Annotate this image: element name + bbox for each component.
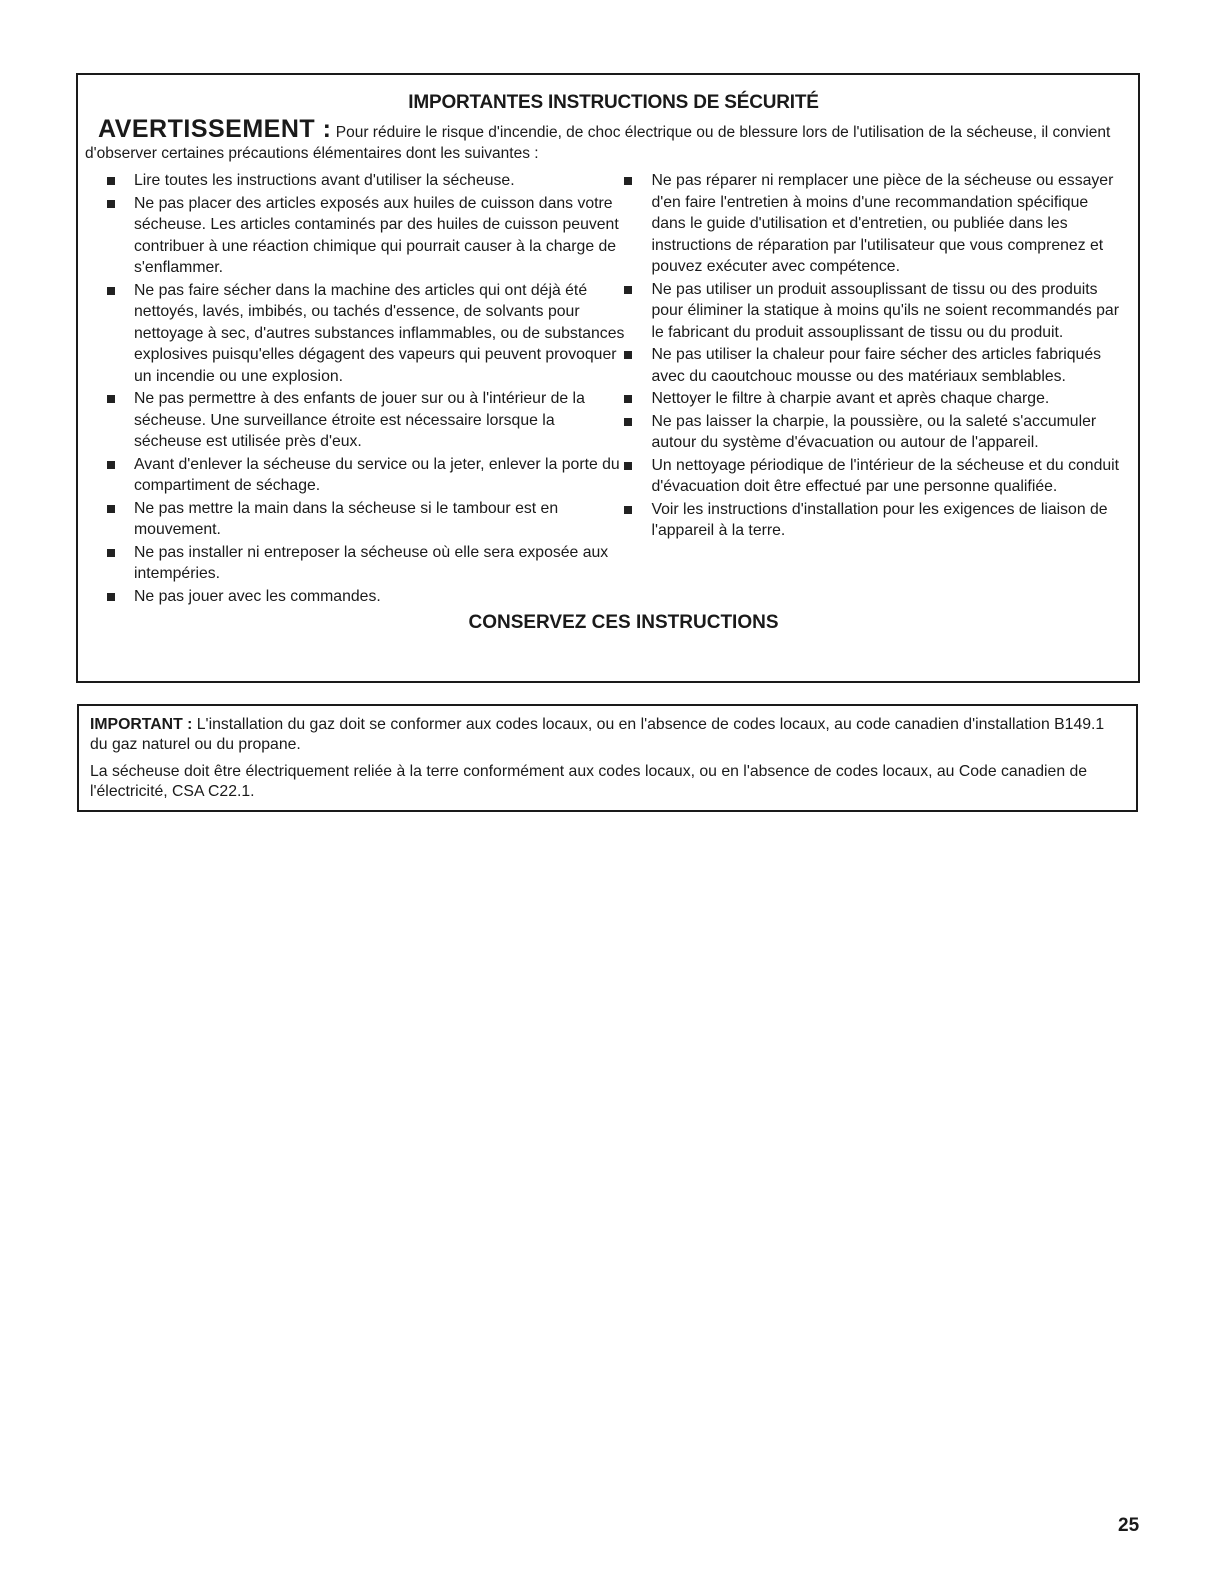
list-item: Ne pas jouer avec les commandes.	[107, 586, 624, 608]
list-item: Avant d'enlever la sécheuse du service ou la jeter, enlever la porte du compartiment de séchage.	[107, 454, 624, 497]
list-item: Ne pas permettre à des enfants de jouer sur ou à l'intérieur de la sécheuse. Une surveillance étroite est nécessaire lorsque la sécheuse est utilisée près d'eux.	[107, 388, 624, 453]
list-item: Voir les instructions d'installation pour les exigences de liaison de l'appareil à la terre.	[624, 499, 1122, 542]
grounding-paragraph: La sécheuse doit être électriquement reliée à la terre conformément aux codes locaux, ou en l'absence de codes locaux, au Code canadien de l'électricité, CSA C22.1.	[90, 763, 1088, 800]
safety-columns	[85, 170, 1122, 608]
list-item: Nettoyer le filtre à charpie avant et après chaque charge.	[624, 388, 1122, 410]
safety-instructions-box	[76, 73, 1140, 683]
list-item: Ne pas utiliser la chaleur pour faire sécher des articles fabriqués avec du caoutchouc mousse ou des matériaux semblables.	[624, 344, 1122, 387]
warning-intro	[85, 117, 1122, 164]
list-item: Ne pas utiliser un produit assouplissant de tissu ou des produits pour éliminer la statique à moins qu'ils ne soient recommandés par le fabricant du produit assouplissant de tissu ou du produit.	[624, 279, 1122, 344]
list-item: Un nettoyage périodique de l'intérieur de la sécheuse et du conduit d'évacuation doit être effectué par une personne qualifiée.	[624, 455, 1122, 498]
list-item: Ne pas placer des articles exposés aux huiles de cuisson dans votre sécheuse. Les articles contaminés par des huiles de cuisson peuvent contribuer à une réaction chimique qui pourrait causer à la charge de s'enflammer.	[107, 193, 624, 279]
square-bullet-icon	[107, 200, 115, 208]
important-label: IMPORTANT :	[90, 716, 193, 733]
square-bullet-icon	[107, 287, 115, 295]
safety-list-left	[107, 170, 624, 608]
important-note-box	[77, 704, 1138, 812]
square-bullet-icon	[107, 177, 115, 185]
square-bullet-icon	[107, 461, 115, 469]
safety-title: IMPORTANTES INSTRUCTIONS DE SÉCURITÉ	[408, 92, 819, 113]
square-bullet-icon	[624, 177, 632, 185]
square-bullet-icon	[624, 462, 632, 470]
square-bullet-icon	[624, 286, 632, 294]
list-item: Ne pas faire sécher dans la machine des articles qui ont déjà été nettoyés, lavés, imbibés, ou tachés d'essence, de solvants pour nettoyage à sec, d'autres substances inflammables, ou de substances explosives puisqu'elles dégagent des vapeurs qui peuvent provoquer un incendie ou une explosion.	[107, 280, 624, 388]
square-bullet-icon	[107, 395, 115, 403]
square-bullet-icon	[107, 593, 115, 601]
list-item: Ne pas réparer ni remplacer une pièce de la sécheuse ou essayer d'en faire l'entretien à moins d'une recommandation spécifique dans le guide d'utilisation et d'entretien, ou publiée dans les instructions de réparation par l'utilisateur que vous comprenez et pouvez exécuter avec compétence.	[624, 170, 1122, 278]
square-bullet-icon	[624, 506, 632, 514]
square-bullet-icon	[624, 418, 632, 426]
list-item: Ne pas laisser la charpie, la poussière, ou la saleté s'accumuler autour du système d'évacuation ou autour de l'appareil.	[624, 411, 1122, 454]
list-item: Ne pas installer ni entreposer la sécheuse où elle sera exposée aux intempéries.	[107, 542, 624, 585]
square-bullet-icon	[624, 395, 632, 403]
warning-text: Pour réduire le risque d'incendie, de choc électrique ou de blessure lors de l'utilisation de la sécheuse, il convient d'observer certaines précautions élémentaires dont les suivantes :	[85, 124, 1111, 162]
list-item: Ne pas mettre la main dans la sécheuse si le tambour est en mouvement.	[107, 498, 624, 541]
safety-list-right	[624, 170, 1122, 608]
square-bullet-icon	[107, 505, 115, 513]
closing-heading: CONSERVEZ CES INSTRUCTIONS	[468, 612, 779, 633]
square-bullet-icon	[107, 549, 115, 557]
square-bullet-icon	[624, 351, 632, 359]
warning-label: AVERTISSEMENT :	[98, 115, 332, 143]
list-item: Lire toutes les instructions avant d'utiliser la sécheuse.	[107, 170, 624, 192]
page-number: 25	[1118, 1515, 1140, 1536]
important-text: L'installation du gaz doit se conformer aux codes locaux, ou en l'absence de codes locaux, au code canadien d'installation B149.1 du gaz naturel ou du propane.	[90, 716, 1105, 753]
important-paragraph	[90, 715, 1126, 755]
